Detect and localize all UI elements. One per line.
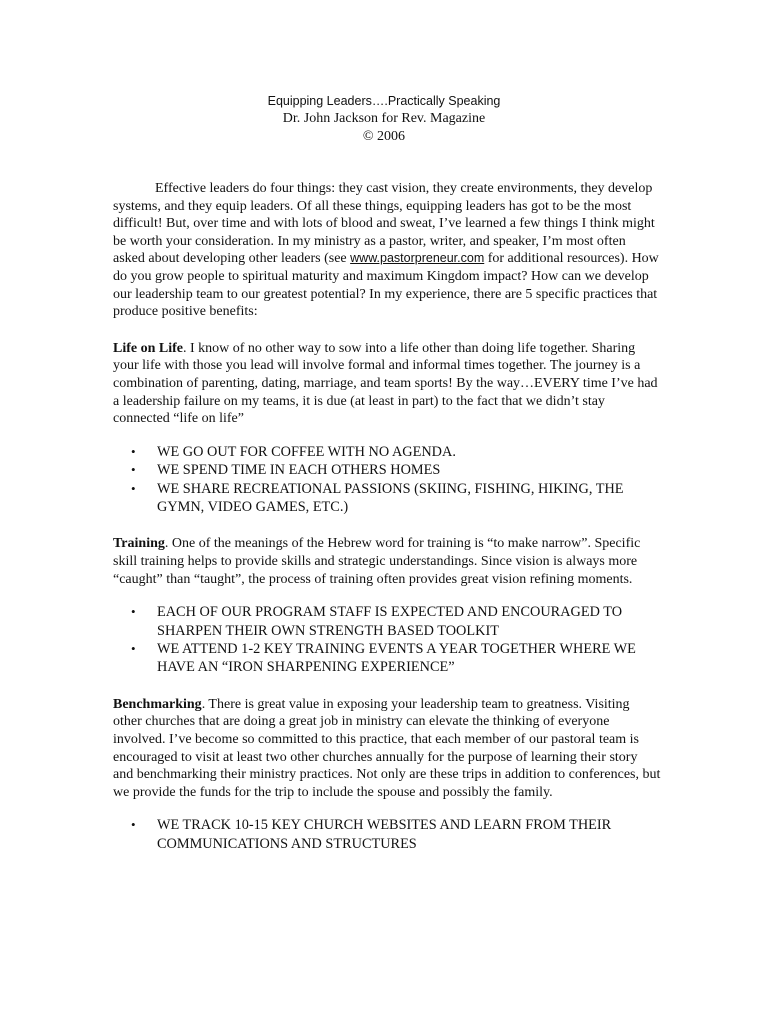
section-life-on-life	[113, 340, 661, 517]
bullet-icon: •	[131, 480, 136, 496]
bullet-icon: •	[131, 443, 136, 459]
list-item	[113, 480, 661, 517]
list-item	[113, 816, 661, 853]
document-subtitle: Equipping Leaders….Practically Speaking	[267, 94, 501, 108]
list-item	[113, 640, 661, 677]
list-item-text: WE GO OUT FOR COFFEE WITH NO AGENDA.	[157, 443, 456, 460]
section-paragraph	[113, 696, 661, 802]
bullet-icon: •	[131, 640, 136, 656]
list-item	[113, 603, 661, 640]
list-item-text: WE ATTEND 1-2 KEY TRAINING EVENTS A YEAR TOGETHER WHERE WE HAVE AN “IRON SHARPENING EXPERIENCE”	[157, 640, 636, 676]
bullet-icon: •	[131, 604, 136, 620]
document-body	[113, 180, 661, 853]
section-heading: Life on Life	[113, 340, 183, 356]
list-item-text: WE TRACK 10-15 KEY CHURCH WEBSITES AND LEARN FROM THEIR COMMUNICATIONS AND STRUCTURES	[157, 817, 612, 852]
document-author: Dr. John Jackson for Rev. Magazine	[282, 111, 486, 126]
bullet-list	[113, 816, 661, 853]
section-heading: Benchmarking	[113, 696, 202, 712]
intro-paragraph	[113, 180, 661, 321]
document-header	[0, 92, 768, 146]
list-item-text: WE SHARE RECREATIONAL PASSIONS (SKIING, FISHING, HIKING, THE GYMN, VIDEO GAMES, ETC.)	[157, 480, 624, 515]
intro-text-end: for additional resources). How do you grow people to spiritual maturity and maximum Kingdom impact? How can we develop our leadership team to our greatest potential? In my experience, there are 5 specific practices that produce positive benefits:	[113, 251, 659, 320]
section-text: . I know of no other way to sow into a life other than doing life together. Sharing your life with those you lead will involve formal and informal times together. The journey is a combination of parenting, dating, marriage, and team sports! By the way…EVERY time I’ve had a leadership failure on my teams, it is due (at least in part) to the fact that we didn’t stay connected “life on life”	[113, 340, 658, 427]
bullet-list	[113, 603, 661, 677]
section-training	[113, 535, 661, 676]
list-item-text: EACH OF OUR PROGRAM STAFF IS EXPECTED AND ENCOURAGED TO SHARPEN THEIR OWN STRENGTH BASED TOOLKIT	[157, 604, 623, 639]
section-benchmarking	[113, 696, 661, 853]
document-copyright: © 2006	[362, 129, 406, 144]
section-text: . There is great value in exposing your leadership team to greatness. Visiting other churches that are doing a great job in ministry can elevate the thinking of everyone involved. I’ve become so committed to this practice, that each member of our pastoral team is encouraged to visit at least two other churches annually for the purpose of learning their story and benchmarking their ministry practices. Not only are these trips in addition to conferences, but we provide the funds for the trip to include the spouse and possibly the family.	[113, 696, 661, 800]
section-paragraph	[113, 535, 661, 588]
section-paragraph	[113, 340, 661, 428]
section-heading: Training	[113, 536, 165, 552]
bullet-list	[113, 443, 661, 517]
resource-link[interactable]: www.pastorpreneur.com	[350, 251, 485, 266]
section-text: . One of the meanings of the Hebrew word for training is “to make narrow”. Specific skill training helps to provide skills and strategic understandings. Since vision is always more “caught” than “taught”, the process of training often provides great vision refining moments.	[113, 536, 641, 587]
list-item-text: WE SPEND TIME IN EACH OTHERS HOMES	[157, 462, 441, 479]
bullet-icon: •	[131, 462, 136, 478]
bullet-icon: •	[131, 817, 136, 833]
list-item	[113, 443, 661, 461]
intro-text-start: Effective leaders do four things: they cast vision, they create environments, they develop systems, and they equip leaders. Of all these things, equipping leaders has got to be the most difficult! But, over time and with lots of blood and sweat, I’ve learned a few things I think might be worth your consideration. In my ministry as a pastor, writer, and speaker, I’m most often asked about developing other leaders (see	[113, 181, 655, 267]
list-item	[113, 461, 661, 479]
